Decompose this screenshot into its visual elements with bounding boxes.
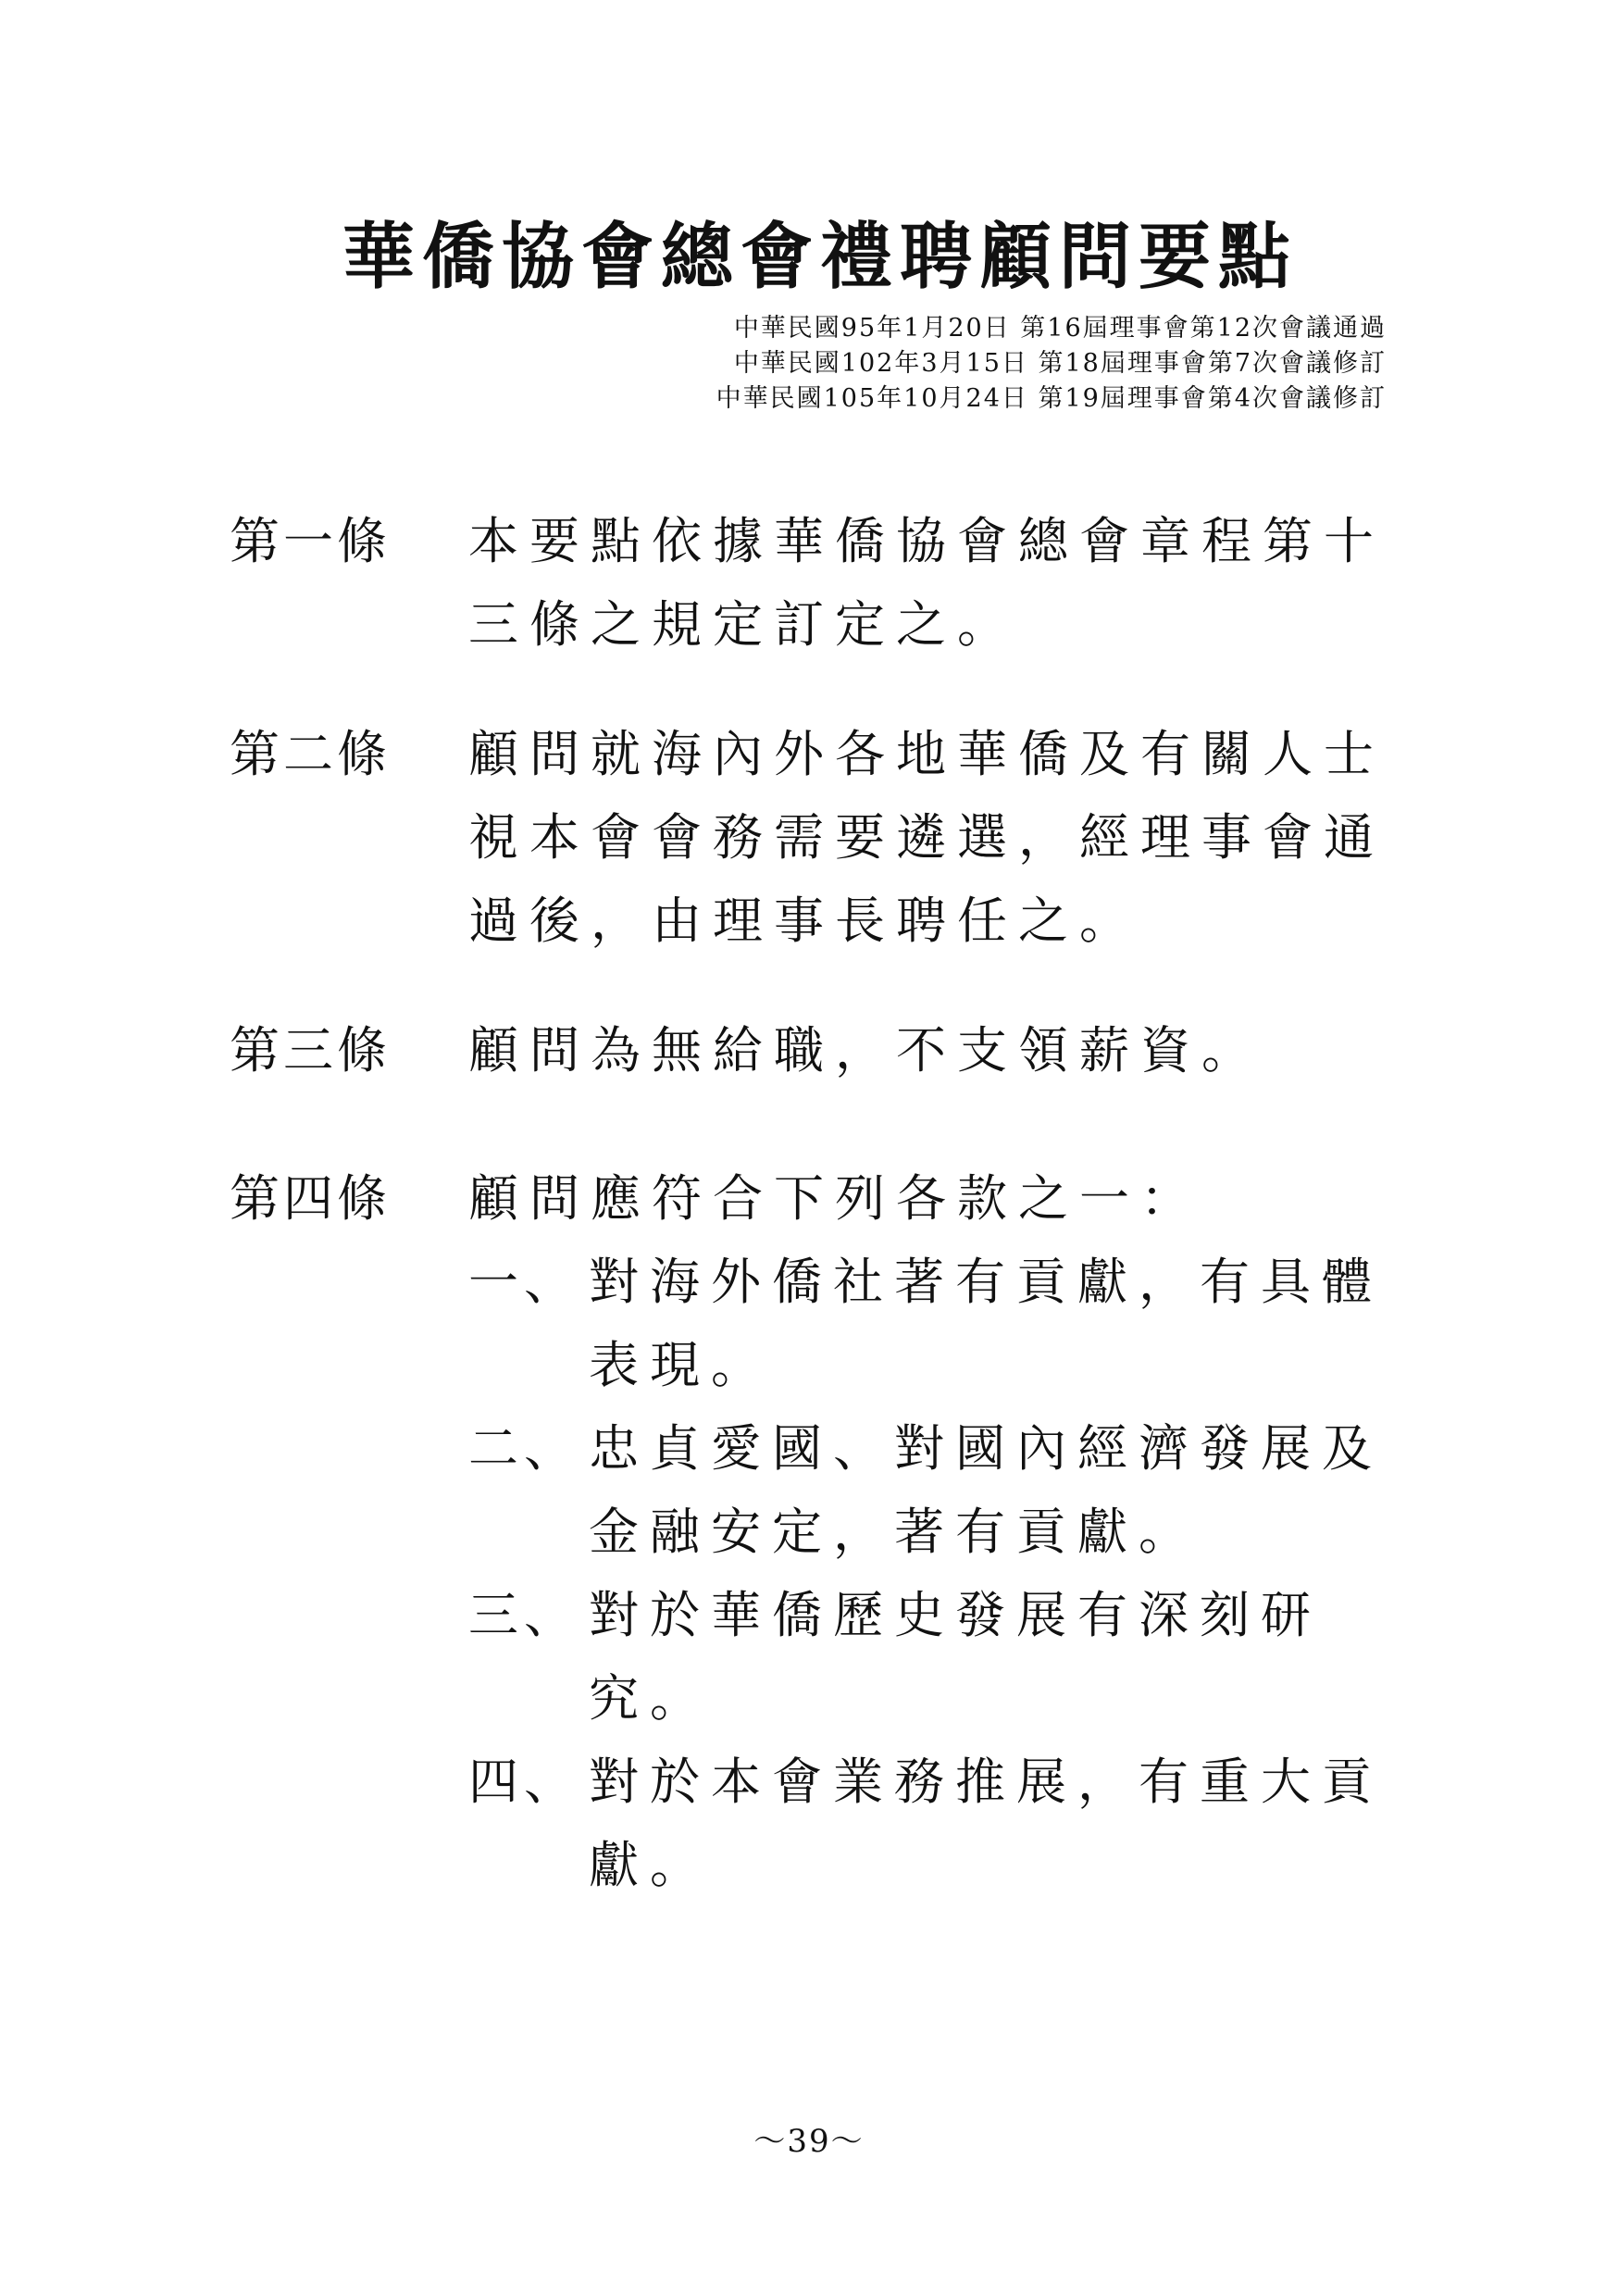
list-item (468, 1241, 1394, 1407)
article-items (468, 1241, 1394, 1907)
item-text: 對海外僑社著有貢獻，有具體表現。 (589, 1253, 1383, 1394)
article-text: 顧問就海內外各地華僑及有關人士視本會會務需要遴選，經理事會通過後，由理事長聘任之。 (468, 725, 1385, 950)
article-label: 第三條 (230, 1021, 391, 1079)
article-label: 第二條 (230, 725, 391, 783)
item-number: 三、 (468, 1586, 579, 1644)
amendment-history (716, 311, 1387, 417)
history-line: 中華民國105年10月24日 第19屆理事會第4次會議修訂 (716, 384, 1387, 413)
article-text: 顧問應符合下列各款之一： (468, 1169, 1201, 1228)
item-text: 對於本會業務推展，有重大貢獻。 (589, 1753, 1383, 1894)
article-text: 顧問為無給職，不支領薪資。 (468, 1021, 1263, 1079)
history-line: 中華民國102年3月15日 第18屆理事會第7次會議修訂 (733, 349, 1387, 378)
article-label: 第一條 (230, 512, 391, 570)
item-text: 對於華僑歷史發展有深刻研究。 (589, 1586, 1322, 1728)
list-item (468, 1574, 1394, 1741)
page-number: ～39～ (753, 2123, 865, 2160)
article-text: 本要點依據華僑協會總會章程第十三條之規定訂定之。 (468, 512, 1385, 654)
article-label: 第四條 (230, 1169, 391, 1228)
item-text: 忠貞愛國、對國內經濟發展及金融安定，著有貢獻。 (589, 1419, 1383, 1561)
item-number: 一、 (468, 1253, 579, 1311)
history-line: 中華民國95年1月20日 第16屆理事會第12次會議通過 (733, 314, 1387, 343)
list-item (468, 1741, 1394, 1907)
item-number: 二、 (468, 1419, 579, 1478)
document-title: 華僑協會總會禮聘顧問要點 (342, 215, 1299, 299)
list-item (468, 1407, 1394, 1574)
item-number: 四、 (468, 1753, 579, 1811)
